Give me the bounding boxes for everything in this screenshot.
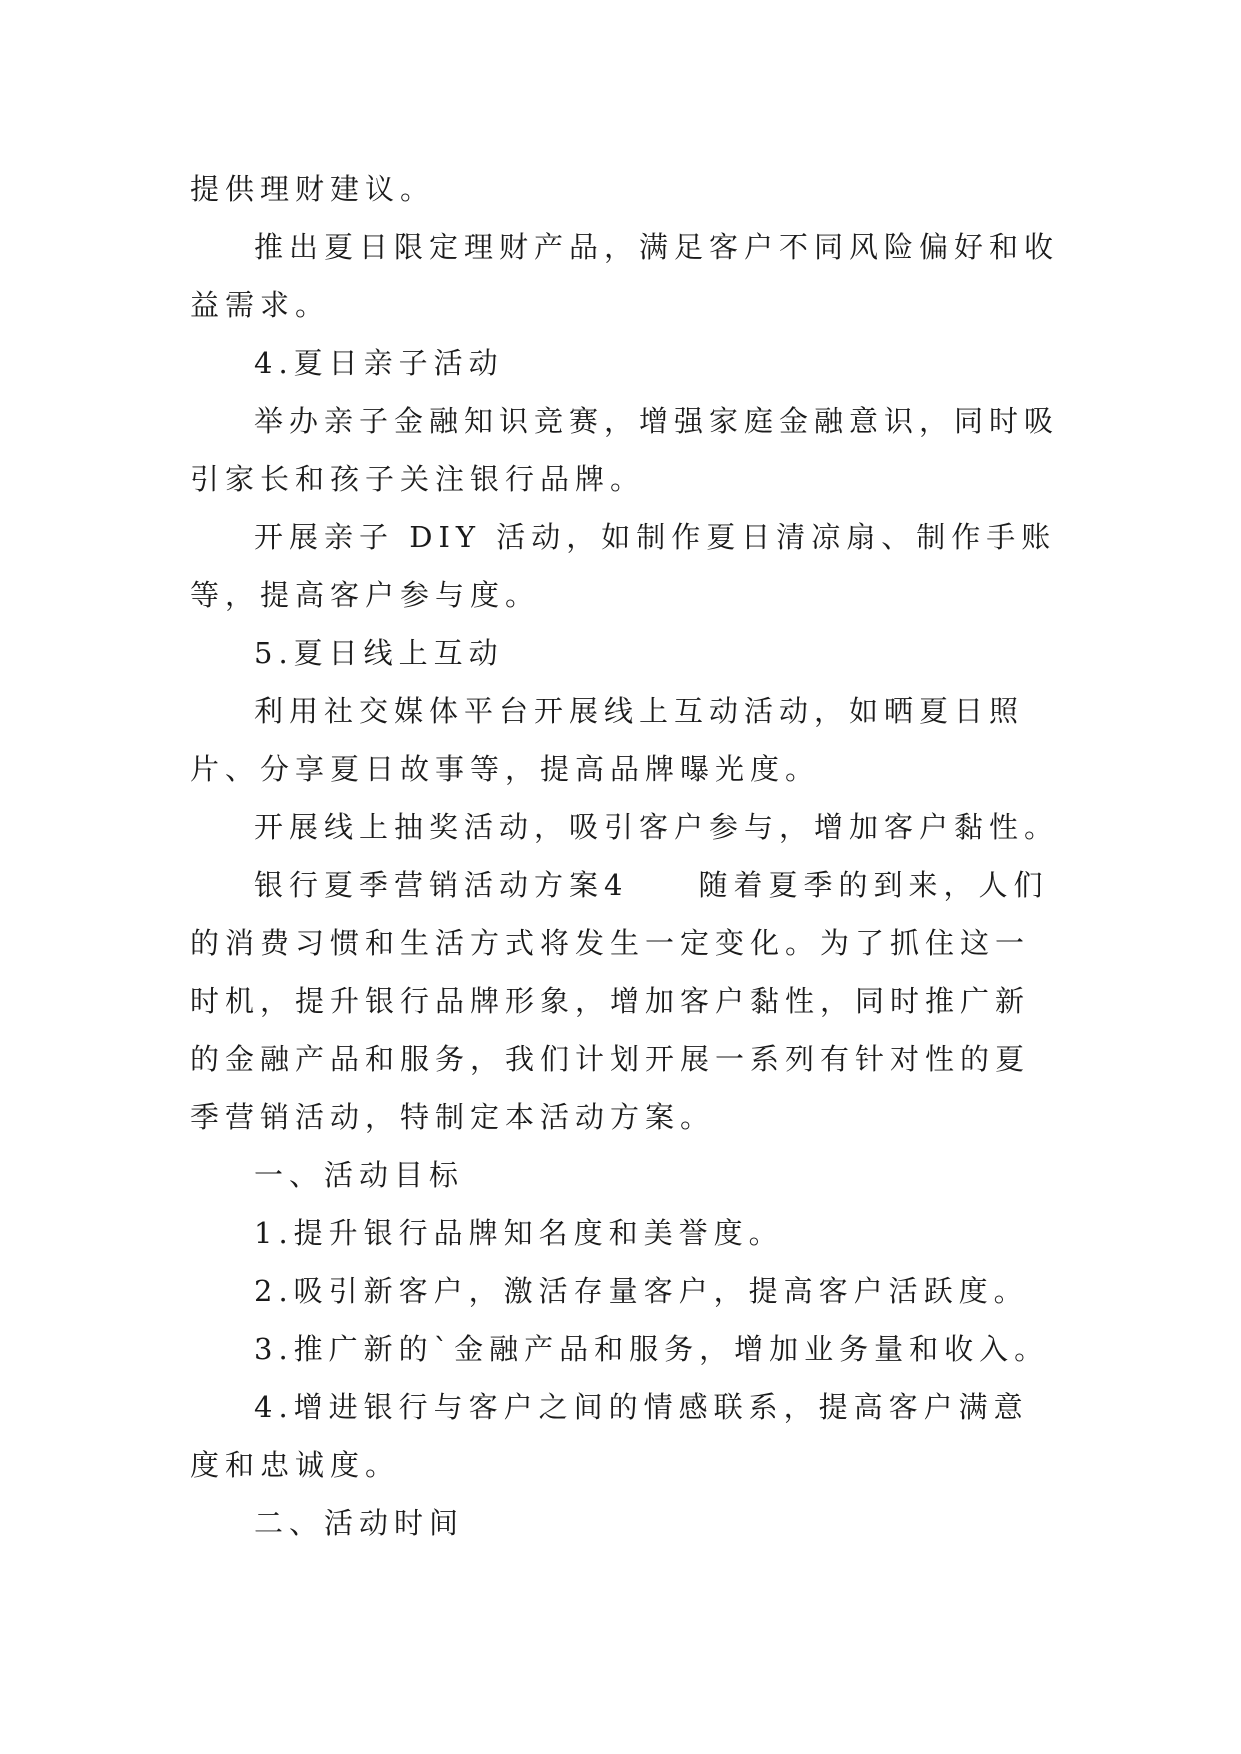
paragraph: 举办亲子金融知识竞赛，增强家庭金融意识，同时吸引家长和孩子关注银行品牌。 [190, 404, 1060, 496]
list-item: 2.吸引新客户，激活存量客户，提高客户活跃度。 [254, 1274, 1029, 1308]
list-item: 1.提升银行品牌知名度和美誉度。 [254, 1216, 784, 1250]
paragraph: 开展线上抽奖活动，吸引客户参与，增加客户黏性。 [254, 810, 1060, 844]
paragraph: 推出夏日限定理财产品，满足客户不同风险偏好和收益需求。 [190, 230, 1060, 322]
section-heading: 一、活动目标 [254, 1158, 465, 1192]
document-body [190, 160, 1060, 1552]
paragraph: 利用社交媒体平台开展线上互动活动，如晒夏日照片、分享夏日故事等，提高品牌曝光度。 [190, 694, 1025, 786]
section-heading: 5.夏日线上互动 [254, 636, 504, 670]
list-item: 3.推广新的`金融产品和服务，增加业务量和收入。 [254, 1332, 1050, 1366]
section-heading: 4.夏日亲子活动 [254, 346, 504, 380]
paragraph: 提供理财建议。 [190, 172, 436, 206]
paragraph: 银行夏季营销活动方案4 随着夏季的到来，人们的消费习惯和生活方式将发生一定变化。为了抓住这一时机，提升银行品牌形象，增加客户黏性，同时推广新的金融产品和服务，我们计划开展一系列有针对性的夏季营销活动，特制定本活动方案。 [190, 868, 1049, 1134]
list-item: 4.增进银行与客户之间的情感联系，提高客户满意度和忠诚度。 [190, 1390, 1029, 1482]
section-heading: 二、活动时间 [254, 1506, 465, 1540]
paragraph: 开展亲子 DIY 活动，如制作夏日清凉扇、制作手账等，提高客户参与度。 [190, 520, 1057, 612]
